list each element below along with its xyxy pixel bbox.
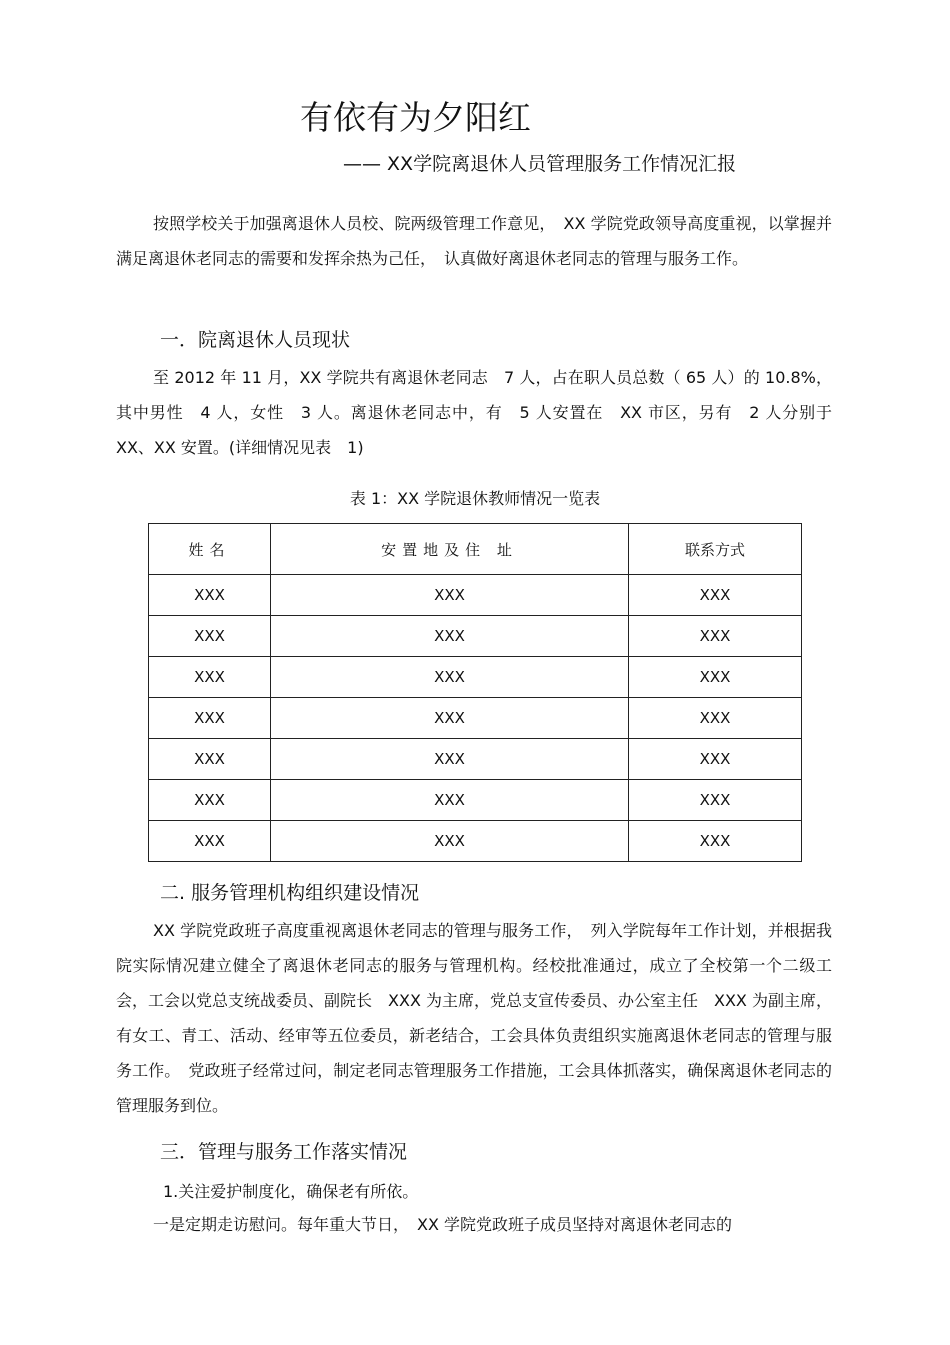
cell-contact: XXX [629,821,802,862]
cell-address: XXX [271,616,629,657]
cell-contact: XXX [629,698,802,739]
document-title: 有依有为夕阳红 [300,98,531,137]
section-1-heading: 一．院离退休人员现状 [160,329,351,351]
column-header-address: 安置地及住 址 [271,524,629,575]
section-3-heading: 三．管理与服务工作落实情况 [160,1141,408,1163]
cell-name: XXX [149,698,271,739]
cell-address: XXX [271,821,629,862]
table-row [149,780,802,821]
cell-address: XXX [271,657,629,698]
cell-name: XXX [149,780,271,821]
cell-address: XXX [271,575,629,616]
section-2-paragraph: XX 学院党政班子高度重视离退休老同志的管理与服务工作， 列入学院每年工作计划，并根据我院实际情况建立健全了离退休老同志的服务与管理机构。经校批准通过，成立了全校第一个二级工会，工会以党总支统战委员、副院长 XXX 为主席，党总支宣传委员、办公室主任 XXX 为副主席，有女工、青工、活动、经审等五位委员，新老结合，工会具体负责组织实施离退休老同志的管理与服务工作。 党政班子经常过问，制定老同志管理服务工作措施，工会具体抓落实，确保离退休老同志的管理服务到位。 [116,921,832,1115]
column-header-name: 姓名 [149,524,271,575]
document-subtitle: —— XX学院离退休人员管理服务工作情况汇报 [343,153,737,175]
table-row [149,657,802,698]
cell-address: XXX [271,780,629,821]
cell-name: XXX [149,657,271,698]
cell-address: XXX [271,698,629,739]
retiree-table [148,523,802,862]
table-row [149,575,802,616]
section-2-heading: 二. 服务管理机构组织建设情况 [160,882,420,904]
cell-contact: XXX [629,739,802,780]
table-row [149,616,802,657]
table-row [149,739,802,780]
table-row [149,698,802,739]
section-3-subheading: 1.关注爱护制度化，确保老有所依。 [163,1182,419,1201]
column-header-contact: 联系方式 [629,524,802,575]
cell-name: XXX [149,575,271,616]
table-header-row [149,524,802,575]
cell-name: XXX [149,616,271,657]
table-row [149,821,802,862]
section-1-paragraph: 至 2012 年 11 月，XX 学院共有离退休老同志 7 人，占在职人员总数（ 65 人）的 10.8%，其中男性 4 人，女性 3 人。离退休老同志中，有 5 人安置在 XX 市区，另有 2 人分别于 XX、XX 安置。(详细情况见表 1) [116,368,849,457]
cell-contact: XXX [629,616,802,657]
intro-paragraph: 按照学校关于加强离退休人员校、院两级管理工作意见， XX 学院党政领导高度重视，以掌握并满足离退休老同志的需要和发挥余热为己任， 认真做好离退休老同志的管理与服务工作。 [116,214,832,268]
cell-contact: XXX [629,575,802,616]
cell-name: XXX [149,739,271,780]
cell-address: XXX [271,739,629,780]
cell-name: XXX [149,821,271,862]
table-caption: 表 1：XX 学院退休教师情况一览表 [349,489,601,508]
cell-contact: XXX [629,657,802,698]
cell-contact: XXX [629,780,802,821]
section-3-paragraph: 一是定期走访慰问。每年重大节日， XX 学院党政班子成员坚持对离退休老同志的 [153,1215,733,1234]
